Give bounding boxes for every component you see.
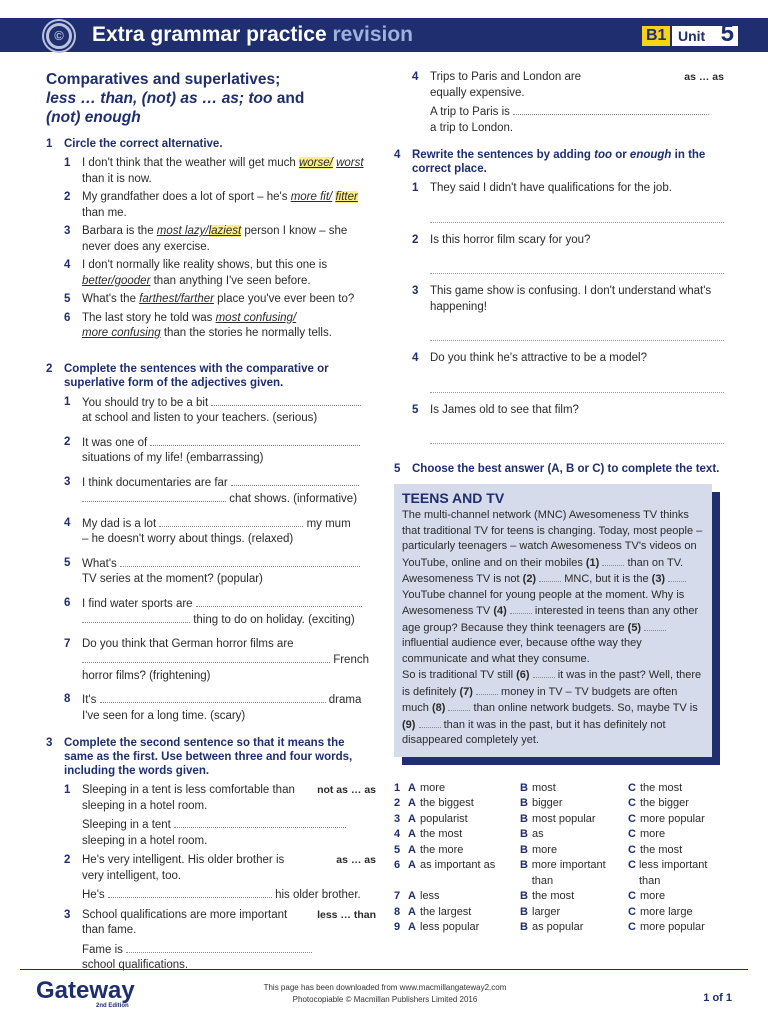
exercise-2-item: 4 My dad is a lot my mum – he doesn't worry about things. (relaxed): [64, 516, 351, 545]
answer-blank[interactable]: [211, 395, 361, 406]
answer-choices: [394, 781, 724, 936]
exercise-3-instruction: 3 Complete the second sentence so that it means the same as the first. Use between three and four words, including the words given.: [46, 737, 353, 777]
choice-a[interactable]: A less popular: [408, 921, 480, 933]
exercise-1-item: 4 I don't normally like reality shows, but this one is better/gooder than anything I've seen before.: [64, 259, 328, 287]
key-words: less … than: [317, 908, 376, 921]
exercise-4-instruction: 4 Rewrite the sentences by adding too or enough in the correct place.: [394, 149, 706, 175]
left-column: [46, 70, 376, 977]
footer-note: This page has been downloaded from www.macmillangateway2.com Photocopiable © Macmillan Publishers Limited 2016: [263, 983, 507, 1004]
gap-blank[interactable]: [539, 571, 561, 582]
answer-blank[interactable]: [150, 435, 360, 446]
exercise-3-item: 3 School qualifications are more important than fame. less … than Fame is school qualifications.: [64, 908, 376, 971]
choice-b[interactable]: B more: [520, 843, 558, 856]
footer-divider: [20, 969, 748, 970]
choice-c[interactable]: C the bigger: [628, 797, 689, 809]
answer-line[interactable]: [430, 211, 724, 223]
answer-option[interactable]: worse/: [298, 157, 333, 169]
choice-a[interactable]: A more: [408, 781, 446, 794]
choice-a[interactable]: A the biggest: [408, 797, 474, 809]
answer-blank[interactable]: [108, 887, 272, 898]
choice-row: 6 A as important as B more important than C less important than: [394, 858, 724, 889]
exercise-2-item: 5 What's TV series at the moment? (popular): [46, 556, 376, 588]
key-words: as … as: [684, 71, 724, 83]
choice-b[interactable]: B most popular: [520, 812, 596, 825]
answer-option[interactable]: more fit/: [290, 191, 333, 203]
choice-row: 9 A less popular B as popular C more popular: [394, 920, 724, 936]
exercise-1-item: 6 The last story he told was most confusing/ more confusing than the stories he normally tells.: [64, 311, 332, 339]
exercise-4-item: 5 Is James old to see that film?: [394, 403, 724, 445]
exercise-4-item: 1 They said I didn't have qualifications for the job.: [394, 181, 724, 223]
choice-b[interactable]: B larger: [520, 905, 561, 918]
right-column: [394, 70, 724, 936]
answer-option[interactable]: worst: [336, 157, 364, 169]
answer-blank[interactable]: [159, 516, 303, 527]
gap-blank[interactable]: [668, 571, 686, 582]
unit-number: 5: [720, 20, 734, 47]
answer-option[interactable]: more confusing: [82, 327, 161, 339]
exercise-2-item: 3 I think documentaries are far chat shows. (informative): [64, 475, 358, 505]
gap-blank[interactable]: [644, 620, 666, 631]
answer-blank[interactable]: [196, 596, 362, 607]
answer-blank[interactable]: [82, 612, 190, 623]
header-bar: [0, 18, 768, 52]
choice-row: 8 A the largest B larger C more large: [394, 905, 724, 921]
choice-c[interactable]: C more popular: [628, 921, 705, 933]
answer-blank[interactable]: [82, 652, 330, 663]
choice-b[interactable]: B most: [520, 781, 556, 794]
level-badge: B1: [642, 26, 670, 46]
choice-c[interactable]: C more popular: [628, 812, 705, 825]
edition-label: 2nd Edition: [96, 1003, 129, 1009]
answer-option[interactable]: fitter: [335, 191, 358, 203]
choice-c[interactable]: C more: [628, 828, 666, 840]
answer-line[interactable]: [430, 432, 724, 444]
choice-a[interactable]: A the largest: [408, 905, 472, 918]
choice-a[interactable]: A the most: [408, 828, 463, 840]
section-title: Comparatives and superlatives; less … than, (not) as … as; too and (not) enough: [46, 71, 305, 126]
exercise-2-item: 8 It's drama I've seen for a long time. (scary): [64, 693, 362, 722]
reading-box: [394, 484, 712, 757]
key-words: not as … as: [317, 784, 376, 796]
exercise-3-item: 4 Trips to Paris and London are equally expensive. as … as A trip to Paris is a trip to London.: [412, 71, 724, 134]
choice-b[interactable]: B more important than: [520, 859, 606, 887]
choice-b[interactable]: B the most: [520, 890, 575, 902]
answer-line[interactable]: [430, 381, 724, 393]
gap-blank[interactable]: [448, 700, 470, 711]
answer-option[interactable]: most lazy/: [156, 225, 209, 237]
answer-line[interactable]: [430, 262, 724, 274]
exercise-4-item: 4 Do you think he's attractive to be a model?: [394, 351, 724, 393]
choice-row: 7 A less B the most C more: [394, 889, 724, 905]
choice-c[interactable]: C more: [628, 890, 666, 902]
choice-c[interactable]: C the most: [628, 781, 683, 794]
unit-badge: Unit 5: [672, 26, 738, 46]
exercise-1-item: 3 Barbara is the most lazy/laziest person I know – she never does any exercise.: [64, 225, 348, 253]
choice-a[interactable]: A popularist: [408, 812, 468, 825]
choice-c[interactable]: C less important than: [628, 859, 708, 887]
choice-c[interactable]: C more large: [628, 905, 693, 918]
answer-blank[interactable]: [120, 556, 360, 567]
choice-a[interactable]: A less: [408, 890, 440, 902]
exercise-2-instruction: 2 Complete the sentences with the comparative or superlative form of the adjectives given.: [46, 362, 329, 389]
page-title-accent: revision: [332, 23, 414, 46]
gap-blank[interactable]: [476, 684, 498, 695]
answer-blank[interactable]: [82, 491, 226, 502]
answer-blank[interactable]: [100, 692, 326, 703]
reading-text: TEENS AND TV The multi-channel network (MNC) Awesomeness TV thinks that traditional TV for teens is changing. Today, most people – particularly teenagers – watch Awesomeness TV's videos on YouTube, online and on their mobiles (1) than on TV. Awesomeness TV is not (2) MNC, but it is the (3) YouTube channel for young people at the moment. Why is Awesomeness TV (4) interested in teens than any other age group? Because they think teenagers are (5) influential audience ever, because ofthe way they communicate and what they consume. So is traditional TV still (6) it was in the past? Well, there is definitely (7) money in TV – TV budgets are often much (8) than online network budgets. So, maybe TV is (9) than it was in the past, but it has definitely not disappeared completely yet.: [394, 484, 712, 757]
key-words: as … as: [336, 854, 376, 866]
gap-blank[interactable]: [602, 555, 624, 566]
exercise-5-instruction: 5 Choose the best answer (A, B or C) to complete the text.: [394, 463, 720, 475]
gap-blank[interactable]: [510, 603, 532, 614]
choice-row: 2 A the biggest B bigger C the bigger: [394, 796, 724, 812]
exercise-3-item: 1 Sleeping in a tent is less comfortable than sleeping in a hotel room. not as … as Sleeping in a tent sleeping in a hotel room.: [64, 784, 376, 847]
choice-b[interactable]: B as popular: [520, 921, 584, 933]
exercise-3-item: 2 He's very intelligent. His older brother is very intelligent, too. as … as He's his older brother.: [64, 854, 376, 901]
exercise-2-item: 1 You should try to be a bit at school and listen to your teachers. (serious): [46, 395, 376, 427]
gap-blank[interactable]: [419, 717, 441, 728]
exercise-1-item: 2 My grandfather does a lot of sport – he's more fit/ fitter than me.: [64, 191, 358, 219]
page-number: 1 of 1: [703, 992, 732, 1004]
answer-option[interactable]: laziest: [208, 225, 242, 237]
exercise-2-item: 7 Do you think that German horror films are French horror films? (frightening): [64, 637, 369, 682]
gateway-logo: Gateway: [36, 977, 135, 1004]
choice-a[interactable]: A the more: [408, 843, 464, 856]
exercise-4-item: 2 Is this horror film scary for you?: [394, 233, 724, 275]
answer-line[interactable]: [430, 329, 724, 341]
exercise-1-item: 1 I don't think that the weather will get much worse/ worst than it is now.: [64, 157, 364, 185]
gear-logo-icon: ©: [46, 23, 72, 49]
choice-row: 1 A more B most C the most: [394, 781, 724, 797]
answer-blank[interactable]: [174, 817, 346, 828]
answer-blank[interactable]: [231, 475, 359, 486]
exercise-1-instruction: 1 Circle the correct alternative.: [46, 138, 223, 150]
answer-blank[interactable]: [513, 104, 709, 115]
choice-row: 4 A the most B as C more: [394, 827, 724, 843]
choice-row: 3 A popularist B most popular C more popular: [394, 812, 724, 828]
choice-row: 5 A the more B more C the most: [394, 843, 724, 859]
reading-title: TEENS AND TV: [402, 490, 505, 506]
exercise-2-item: 6 I find water sports are thing to do on holiday. (exciting): [46, 596, 376, 629]
page-title: Extra grammar practice revision: [92, 23, 414, 46]
answer-option[interactable]: better/gooder: [82, 274, 151, 287]
choice-a[interactable]: A as important as: [408, 859, 496, 871]
answer-option[interactable]: farthest/farther: [139, 293, 214, 305]
exercise-2-item: 2 It was one of situations of my life! (embarrassing): [46, 435, 376, 467]
exercise-4-item: 3 This game show is confusing. I don't understand what's happening!: [394, 284, 724, 341]
choice-c[interactable]: C the most: [628, 843, 683, 856]
choice-b[interactable]: B bigger: [520, 797, 563, 809]
gap-blank[interactable]: [533, 667, 555, 678]
answer-option[interactable]: most confusing/: [215, 311, 297, 324]
choice-b[interactable]: B as: [520, 828, 544, 840]
answer-blank[interactable]: [126, 942, 312, 953]
exercise-1-item: 5 What's the farthest/farther place you've ever been to?: [64, 293, 355, 305]
